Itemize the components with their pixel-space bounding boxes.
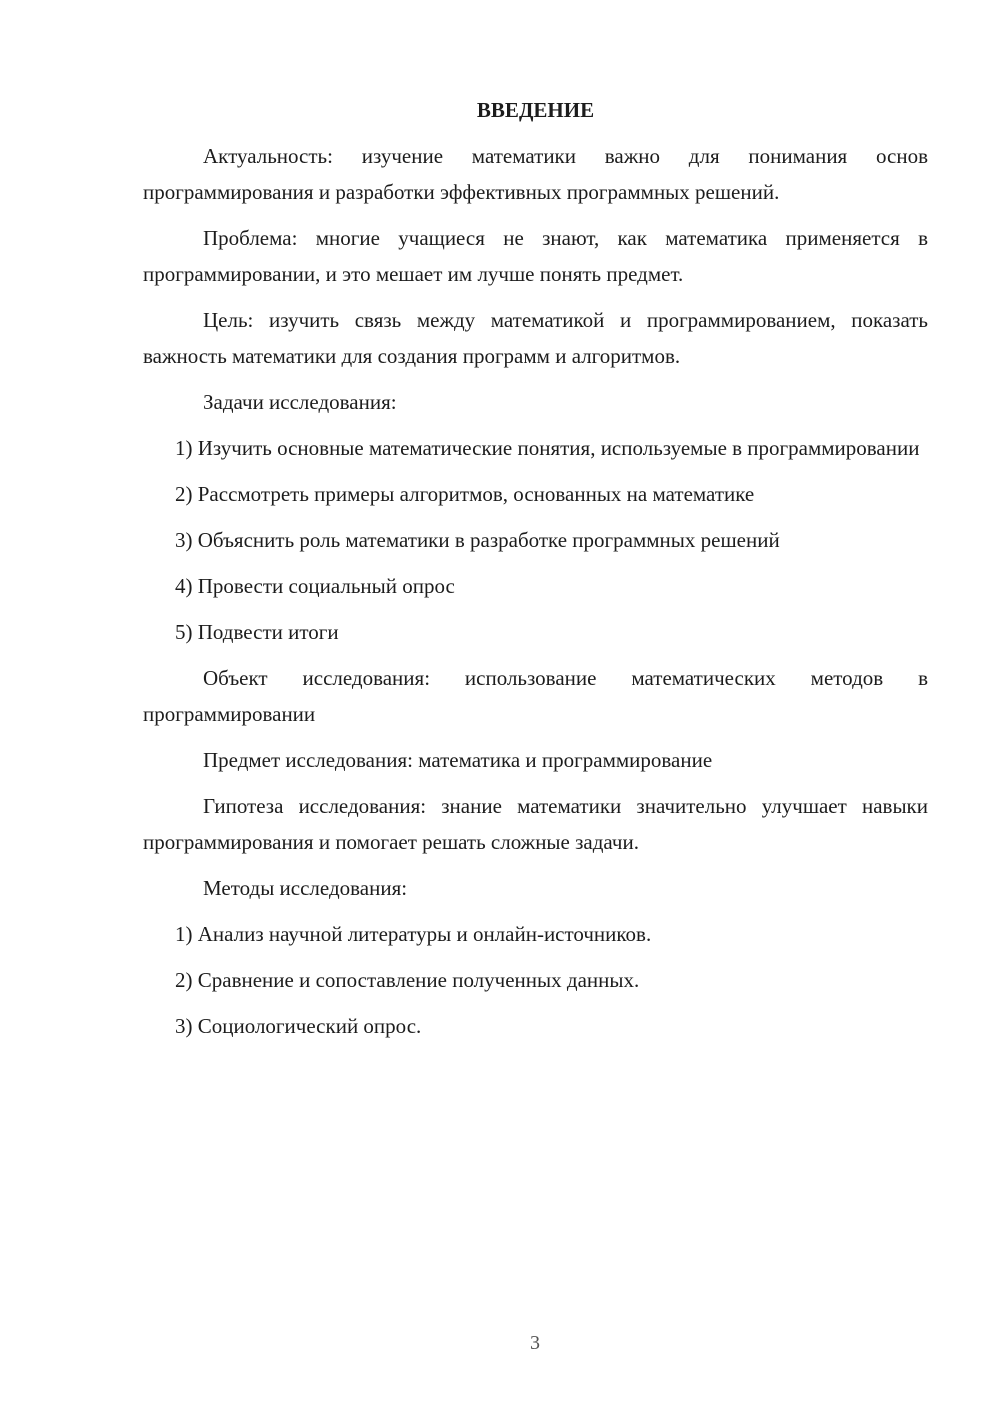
hypothesis-paragraph: Гипотеза исследования: знание математики значительно улучшает навыки программирования и помогает решать сложные задачи. (143, 794, 928, 854)
method-item: 2) Сравнение и сопоставление полученных данных. (175, 968, 640, 992)
document-body (143, 92, 928, 1054)
task-item: 5) Подвести итоги (175, 620, 339, 644)
task-item: 1) Изучить основные математические понятия, используемые в программировании (175, 436, 920, 460)
task-item: 2) Рассмотреть примеры алгоритмов, основанных на математике (175, 482, 755, 506)
task-item: 3) Объяснить роль математики в разработке программных решений (175, 528, 780, 552)
tasks-heading: Задачи исследования: (203, 390, 397, 414)
page-title: ВВЕДЕНИЕ (476, 98, 595, 122)
page-number: 3 (530, 1332, 540, 1354)
relevance-paragraph: Актуальность: изучение математики важно для понимания основ программирования и разработки эффективных программных решений. (143, 144, 928, 204)
subject-paragraph: Предмет исследования: математика и программирование (203, 748, 713, 772)
object-paragraph: Объект исследования: использование математических методов в программировании (143, 666, 928, 726)
method-item: 1) Анализ научной литературы и онлайн-источников. (175, 922, 652, 946)
goal-paragraph: Цель: изучить связь между математикой и программированием, показать важность математики для создания программ и алгоритмов. (143, 308, 928, 368)
problem-paragraph: Проблема: многие учащиеся не знают, как математика применяется в программировании, и это мешает им лучше понять предмет. (143, 226, 928, 286)
methods-heading: Методы исследования: (203, 876, 408, 900)
method-item: 3) Социологический опрос. (175, 1014, 422, 1038)
task-item: 4) Провести социальный опрос (175, 574, 455, 598)
